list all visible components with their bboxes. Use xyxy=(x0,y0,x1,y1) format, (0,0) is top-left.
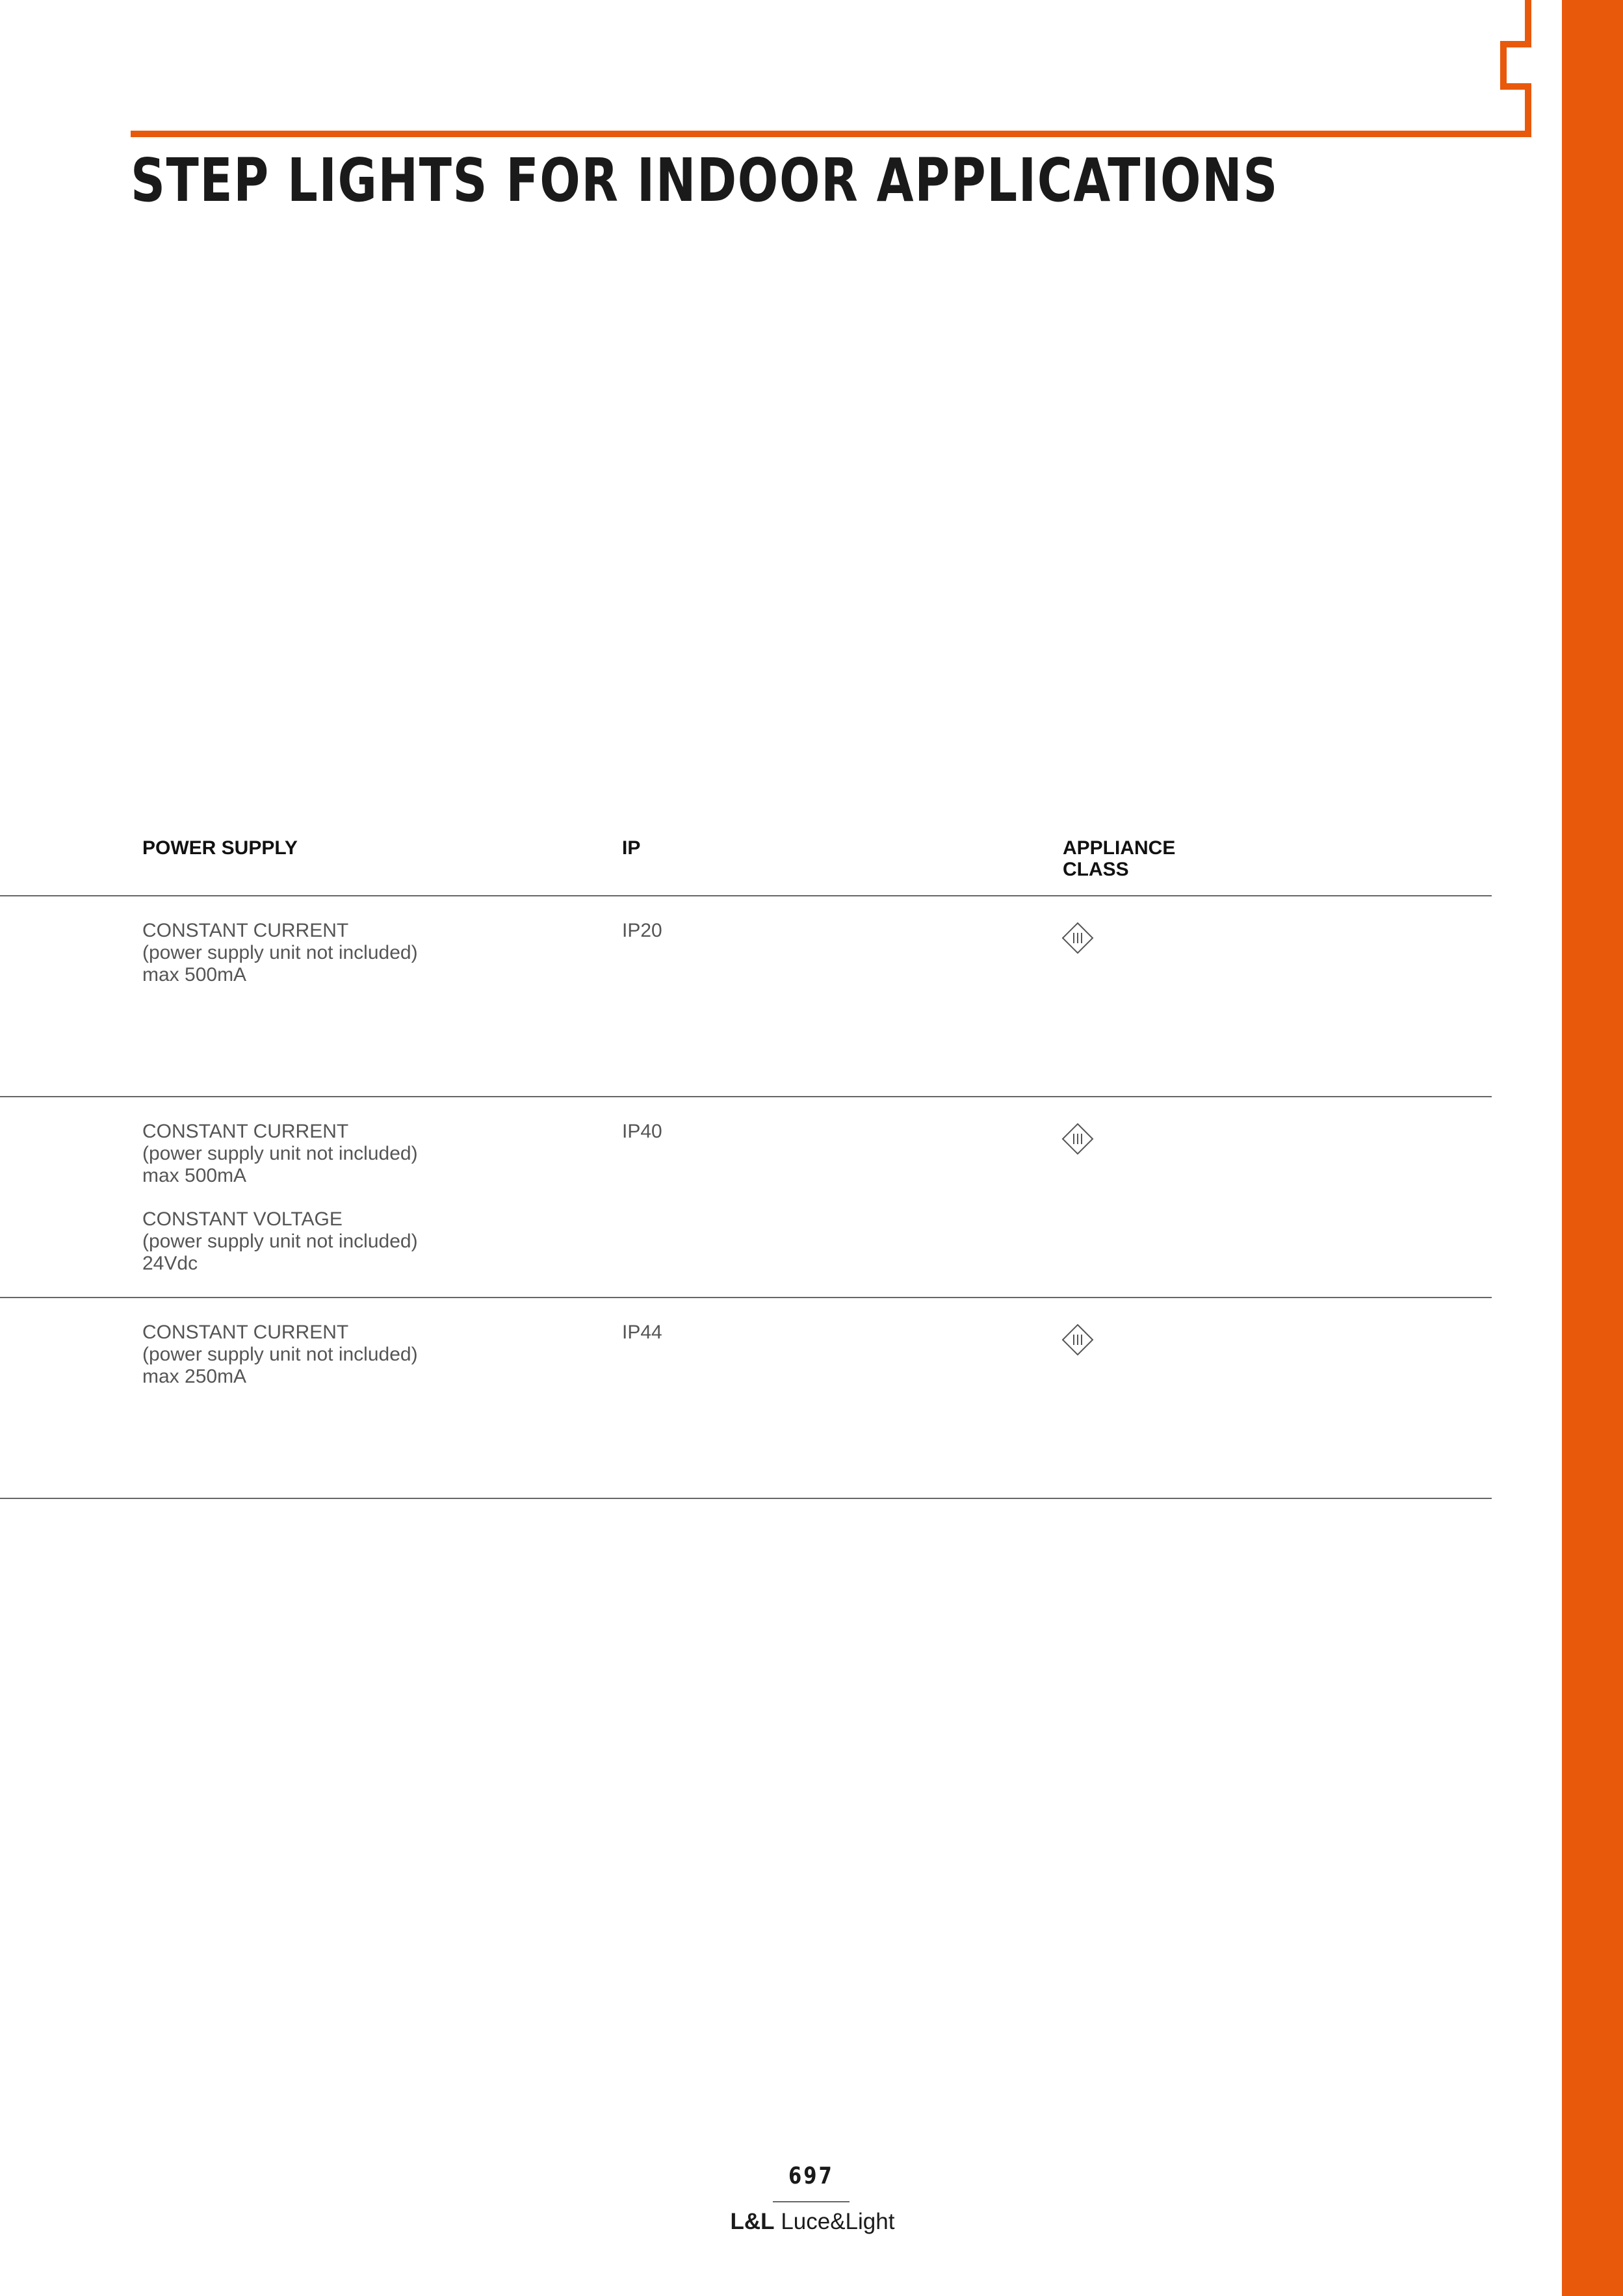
header-power-supply: POWER SUPPLY xyxy=(142,837,298,859)
power-supply-type: CONSTANT CURRENT xyxy=(142,1121,349,1142)
class-III-diamond-icon xyxy=(1061,1324,1094,1356)
power-supply-rating: max 500mA xyxy=(142,1165,247,1186)
page-title: STEP LIGHTS FOR INDOOR APPLICATIONS xyxy=(131,146,1279,215)
brand-logo-name: Luce&Light xyxy=(781,2209,895,2234)
power-supply-type: CONSTANT CURRENT xyxy=(142,920,349,941)
power-supply-type: CONSTANT VOLTAGE xyxy=(142,1208,343,1230)
footer-divider xyxy=(773,2201,850,2202)
table-row-3-power-supply xyxy=(142,1322,418,1388)
table-divider xyxy=(0,1498,1492,1499)
table-divider xyxy=(0,1096,1492,1097)
power-supply-note: (power supply unit not included) xyxy=(142,942,418,963)
orange-header-frame xyxy=(0,0,1623,169)
table-row-3-ip: IP44 xyxy=(622,1322,662,1343)
power-supply-note: (power supply unit not included) xyxy=(142,1143,418,1164)
table-row-2-power-supply xyxy=(142,1121,418,1275)
power-supply-rating: max 250mA xyxy=(142,1366,247,1387)
power-supply-note: (power supply unit not included) xyxy=(142,1231,418,1252)
table-divider xyxy=(0,1297,1492,1298)
power-supply-rating: 24Vdc xyxy=(142,1253,198,1274)
class-III-diamond-icon xyxy=(1061,922,1094,954)
table-row-1-power-supply xyxy=(142,920,418,986)
power-supply-rating: max 500mA xyxy=(142,964,247,985)
table-row-2-ip: IP40 xyxy=(622,1121,662,1142)
page-number: 697 xyxy=(788,2163,834,2189)
table-row-1-ip: IP20 xyxy=(622,920,662,941)
power-supply-type: CONSTANT CURRENT xyxy=(142,1322,349,1343)
table-divider xyxy=(0,895,1492,896)
brand-logo xyxy=(682,2209,942,2235)
brand-logo-bold: L&L xyxy=(730,2209,775,2234)
class-III-diamond-icon xyxy=(1061,1123,1094,1155)
header-appliance-class: APPLIANCE CLASS xyxy=(1063,837,1176,880)
power-supply-note: (power supply unit not included) xyxy=(142,1344,418,1365)
orange-sidebar-band xyxy=(1562,0,1623,2296)
header-ip: IP xyxy=(622,837,641,859)
